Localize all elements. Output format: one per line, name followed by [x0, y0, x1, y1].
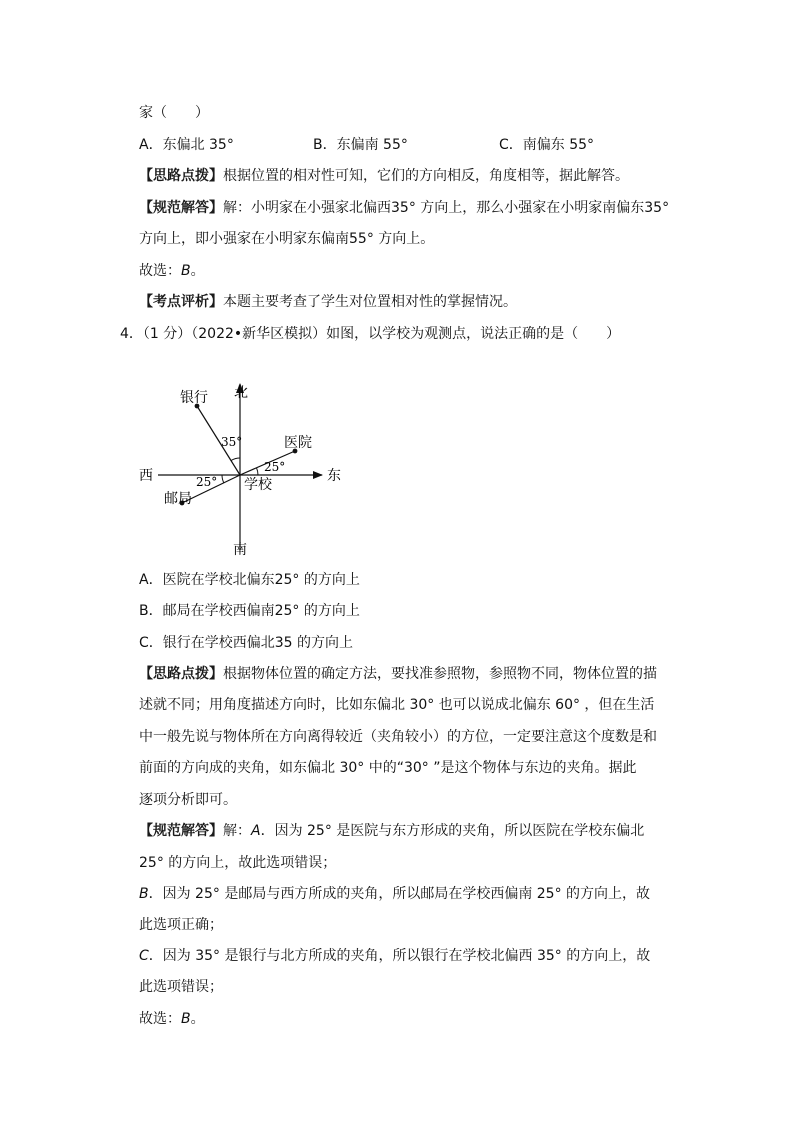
q3-analysis-text: 本题主要考查了学生对位置相对性的掌握情况。 — [223, 294, 517, 310]
school-label: 学校 — [244, 477, 272, 493]
q4-choice-letter: B — [181, 1011, 191, 1027]
q4-answer-c — [139, 946, 650, 966]
q4-answer-c-text: ．因为 35° 是银行与北方所成的夹角，所以银行在学校北偏西 35° 的方向上，故 — [148, 948, 651, 964]
angle-label-post: 25° — [196, 475, 218, 489]
angle-arc-hospital — [257, 468, 259, 475]
q3-choice-letter: B — [181, 263, 191, 279]
q3-option-a: A．东偏北 35° — [139, 137, 234, 153]
q3-choice — [139, 261, 205, 281]
q4-answer-c-letter: C — [139, 948, 149, 964]
q4-answer-a-line2: 25° 的方向上，故此选项错误； — [139, 855, 337, 871]
q3-option-c: C．南偏东 55° — [499, 137, 595, 153]
angle-label-hospital: 25° — [264, 460, 286, 474]
q4-answer-a-letter: A — [251, 823, 261, 839]
q4-option-c: C．银行在学校西偏北35 的方向上 — [139, 635, 354, 651]
north-label: 北 — [234, 385, 248, 401]
q3-option-b: B．东偏南 55° — [313, 137, 408, 153]
q4-answer-b-line2: 此选项正确； — [139, 917, 223, 933]
q3-answer-line1 — [139, 198, 669, 218]
q4-hint-line4: 前面的方向成的夹角，如东偏北 30° 中的“30° ”是这个物体与东边的夹角。据此 — [139, 760, 637, 776]
q4-choice-end: 。 — [190, 1011, 205, 1027]
angle-label-bank: 35° — [221, 435, 243, 449]
west-label: 西 — [139, 468, 153, 484]
q4-answer-a-text: ．因为 25° 是医院与东方形成的夹角，所以医院在学校东偏北 — [260, 823, 645, 839]
q4-hint-line2: 述就不同；用角度描述方向时，比如东偏北 30° 也可以说成北偏东 60° ，但在生活 — [139, 697, 655, 713]
q3-analysis-label: 【考点评析】 — [139, 294, 223, 310]
q3-hint-text: 根据位置的相对性可知，它们的方向相反，角度相等，据此解答。 — [223, 168, 629, 184]
q3-choice-prefix: 故选： — [139, 263, 181, 279]
bank-label: 银行 — [180, 390, 208, 406]
q4-hint-text1: 根据物体位置的确定方法，要找准参照物，参照物不同，物体位置的描 — [223, 666, 657, 682]
q3-hint — [139, 166, 629, 186]
q4-hint-line1 — [139, 664, 657, 684]
q4-stem: 4．（1 分）（2022•新华区模拟）如图，以学校为观测点，说法正确的是（ ） — [120, 326, 621, 342]
q4-answer-c-line2: 此选项错误； — [139, 979, 223, 995]
q4-answer-a — [139, 821, 644, 841]
angle-arc-bank — [231, 458, 240, 461]
q3-answer-line2: 方向上，即小强家在小明家东偏南55° 方向上。 — [139, 231, 435, 247]
q4-answer-b-letter: B — [139, 886, 149, 902]
q4-choice-prefix: 故选： — [139, 1011, 181, 1027]
q3-analysis — [139, 292, 517, 312]
angle-arc-post — [222, 475, 224, 483]
q3-answer-label: 【规范解答】 — [139, 200, 223, 216]
q3-stem-tail: 家（ ） — [139, 105, 209, 121]
post-label: 邮局 — [164, 491, 192, 507]
q4-option-b: B．邮局在学校西偏南25° 的方向上 — [139, 603, 360, 619]
q3-hint-label: 【思路点拨】 — [139, 168, 223, 184]
q3-answer-text1: 解：小明家在小强家北偏西35° 方向上，那么小强家在小明家南偏东35° — [223, 200, 670, 216]
q4-hint-label: 【思路点拨】 — [139, 666, 223, 682]
hospital-label: 医院 — [284, 435, 312, 451]
q4-hint-line5: 逐项分析即可。 — [139, 792, 237, 808]
q4-answer-b — [139, 884, 650, 904]
q4-hint-line3: 中一般先说与物体所在方向离得较近（夹角较小）的方位，一定要注意这个度数是和 — [139, 729, 657, 745]
q3-choice-end: 。 — [190, 263, 205, 279]
south-label: 南 — [233, 542, 247, 558]
direction-diagram — [130, 378, 370, 558]
q4-choice — [139, 1009, 205, 1029]
east-label: 东 — [327, 468, 341, 484]
q4-answer-b-text: ．因为 25° 是邮局与西方所成的夹角，所以邮局在学校西偏南 25° 的方向上，故 — [148, 886, 651, 902]
q4-answer-label: 【规范解答】 — [139, 823, 223, 839]
q4-answer-prefix: 解： — [223, 823, 251, 839]
q4-option-a: A．医院在学校北偏东25° 的方向上 — [139, 572, 360, 588]
